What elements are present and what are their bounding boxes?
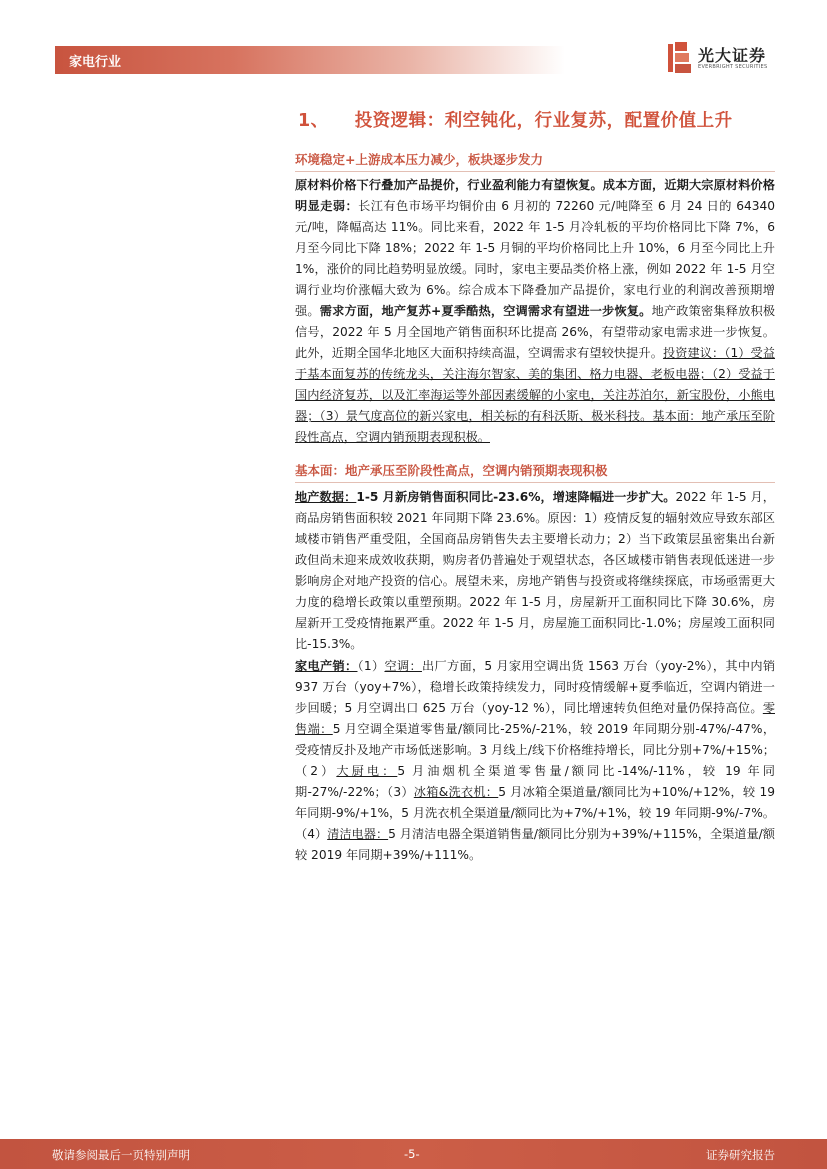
paragraph-property-data (295, 487, 775, 655)
footer-bar (0, 1139, 827, 1169)
fridge-washer-label: 冰箱&洗衣机： (413, 785, 499, 799)
section-title (298, 107, 778, 132)
retail-label: 零售端： (295, 701, 775, 736)
footer-page-number: -5- (404, 1147, 420, 1161)
appliance-text-c: 5 月空调全渠道零售量/额同比-25%/-21%，较 2019 年同期分别-47%/-47%，受疫情反扑及地产市场低迷影响。3 月线上/线下价格维持增长，同比分别+7%/+15%；（2） (295, 722, 776, 778)
heading-rule-2 (295, 482, 775, 483)
appliance-text-e: 5 月冰箱全渠道量/额同比为+10%/+12%，较 19 年同期-9%/+1%，5 月洗衣机全渠道量/额同比为+7%/+1%，较 19 年同期-9%/-7%。（4） (295, 785, 775, 841)
cost-text: 长江有色市场平均铜价由 6 月初的 72260 元/吨降至 6 月 24 日的 64340 元/吨，降幅高达 11%。同比来看，2022 年 1-5 月冷轧板的平均价格同比下降 7%，6 月至今同比下降 18%；2022 年 1-5 月铜的平均价格同比上升 10%，6 月至今同比上升 1%，涨价的同比趋势明显放缓。同时，家电主要品类价格上涨，例如 2022 年 1-5 月空调行业均价涨幅大致为 6%。综合成本下降叠加产品提价，家电行业的利润改善预期增强。 (295, 199, 776, 318)
subsection-heading-2: 基本面：地产承压至阶段性高点，空调内销预期表现积极 (295, 463, 608, 478)
section-number: 1、 (298, 111, 329, 131)
appliance-text-b: 出厂方面，5 月家用空调出货 1563 万台（yoy-2%），其中内销 937 万台（yoy+7%），稳增长政策持续发力，同时疫情缓解+夏季临近，空调内销进一步回暖；5 月空调出口 625 万台（yoy-12 %），同比增速转负但绝对量仍保持高位。 (295, 659, 776, 715)
logo-mark-icon (668, 42, 692, 74)
property-label: 地产数据： (295, 490, 357, 504)
subsection-heading-1: 环境稳定+上游成本压力减少，板块逐步发力 (295, 152, 543, 167)
cleaning-label: 清洁电器： (327, 827, 389, 841)
footer-report-type: 证券研究报告 (706, 1148, 775, 1162)
footer-disclaimer: 敬请参阅最后一页特别声明 (52, 1148, 190, 1162)
ac-label: 空调： (384, 659, 422, 673)
company-logo (668, 42, 788, 76)
demand-bold: 需求方面，地产复苏+夏季酷热，空调需求有望进一步恢复。 (319, 304, 652, 318)
demand-text: 地产政策密集释放积极信号，2022 年 5 月全国地产销售面积环比提高 26%，有望带动家电需求进一步恢复。此外，近期全国华北地区大面积持续高温，空调需求有望较快提升。 (295, 304, 776, 360)
logo-name-en: EVERBRIGHT SECURITIES (698, 64, 768, 70)
appliance-text-f: 5 月清洁电器全渠道销售量/额同比分别为+39%/+115%，全渠道量/额较 2019 年同期+39%/+111%。 (295, 827, 775, 862)
appliance-text-a: （1） (357, 659, 385, 673)
property-bold: 1-5 月新房销售面积同比-23.6%，增速降幅进一步扩大。 (356, 490, 676, 504)
kitchen-label: 大厨电： (336, 764, 398, 778)
logo-name-cn: 光大证券 (698, 46, 767, 65)
section-title-text: 投资逻辑：利空钝化，行业复苏，配置价值上升 (354, 111, 733, 131)
appliance-label: 家电产销： (295, 659, 358, 673)
paragraph-cost-demand (295, 175, 775, 448)
heading-rule-1 (295, 171, 775, 172)
investment-advice: 投资建议：（1）受益于基本面复苏的传统龙头，关注海尔智家、美的集团、格力电器、老板电器；（2）受益于国内经济复苏，以及汇率海运等外部因素缓解的小家电，关注苏泊尔，新宝股份，小熊电器；（3）景气度高位的新兴家电，相关标的有科沃斯、极米科技。基本面：地产承压至阶段性高点，空调内销预期表现积极。 (295, 346, 776, 444)
header-section-label: 家电行业 (69, 55, 122, 70)
paragraph-appliance-sales (295, 656, 775, 866)
header-section-bar (55, 46, 565, 74)
property-text: 2022 年 1-5 月，商品房销售面积较 2021 年同期下降 23.6%。原因：1）疫情反复的辐射效应导致东部区域楼市销售严重受阻，全国商品房销售失去主要增长动力；2）当下政策层虽密集出台新政但尚未迎来成效收获期，购房者仍普遍处于观望状态，各区域楼市销售表现低迷进一步影响房企对地产投资的信心。展望未来，房地产销售与投资或将继续探底，市场亟需更大力度的稳增长政策以重塑预期。2022 年 1-5 月，房屋新开工面积同比下降 30.6%，房屋新开工受疫情拖累严重。2022 年 1-5 月，房屋施工面积同比-1.0%；房屋竣工面积同比-15.3%。 (295, 490, 775, 651)
lead-bold: 原材料价格下行叠加产品提价，行业盈利能力有望恢复。成本方面，近期大宗原材料价格明显走弱： (295, 178, 775, 213)
appliance-text-d: 5 月油烟机全渠道零售量/额同比-14%/-11%，较 19 年同期-27%/-22%；（3） (295, 764, 775, 799)
